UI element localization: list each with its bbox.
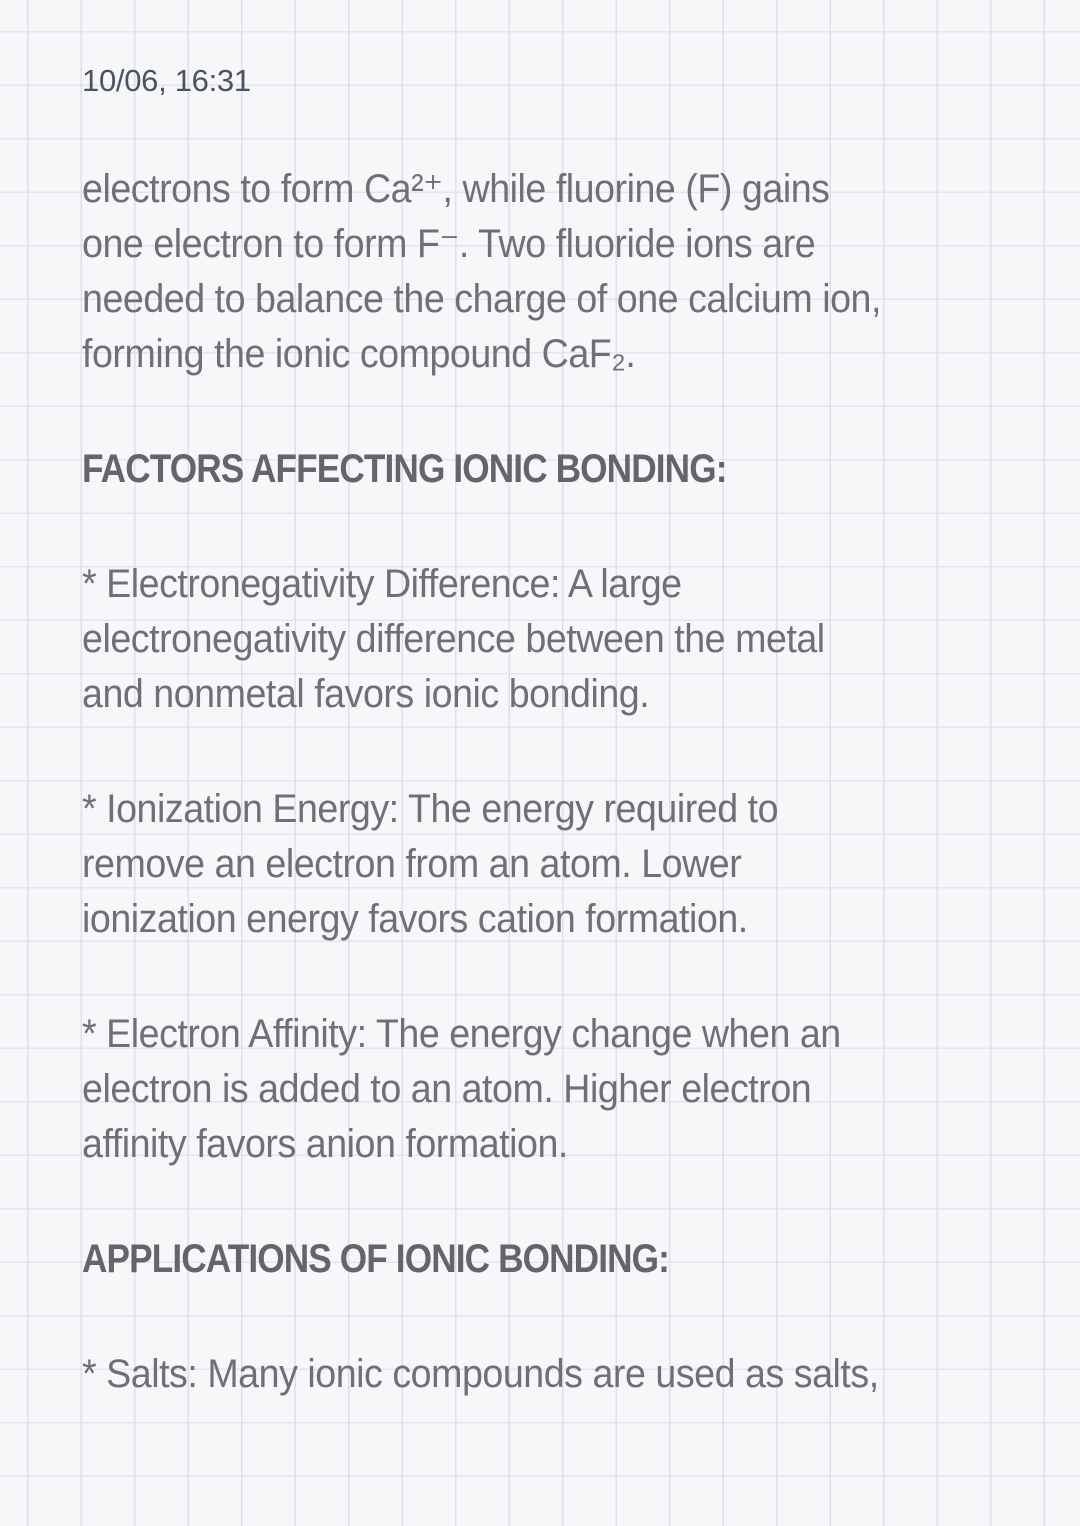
text-line: one electron to form F⁻. Two fluoride ions are xyxy=(82,222,816,266)
note-content xyxy=(82,60,1080,1462)
text-line: ionization energy favors cation formation. xyxy=(82,897,748,941)
text-line: affinity favors anion formation. xyxy=(82,1122,568,1166)
bullet-ionization-energy xyxy=(82,782,1020,947)
text-line: * Electron Affinity: The energy change when an xyxy=(82,1012,841,1056)
text-line: remove an electron from an atom. Lower xyxy=(82,842,742,886)
text-line: * Electronegativity Difference: A large xyxy=(82,562,682,606)
text-line: electron is added to an atom. Higher electron xyxy=(82,1067,812,1111)
text-line: * Salts: Many ionic compounds are used as salts, xyxy=(82,1352,879,1396)
bullet-electronegativity-difference xyxy=(82,557,1020,722)
text-line: forming the ionic compound CaF₂. xyxy=(82,332,636,376)
text-line: and nonmetal favors ionic bonding. xyxy=(82,672,650,716)
text-line: electrons to form Ca²⁺, while fluorine (F) gains xyxy=(82,167,830,211)
text-line: * Ionization Energy: The energy required to xyxy=(82,787,779,831)
text-line: electronegativity difference between the metal xyxy=(82,617,825,661)
bullet-electron-affinity xyxy=(82,1007,1020,1172)
paragraph-calcium-fluoride xyxy=(82,162,1020,382)
section-heading-applications: APPLICATIONS OF IONIC BONDING: xyxy=(82,1237,669,1281)
text-line: needed to balance the charge of one calcium ion, xyxy=(82,277,881,321)
timestamp: 10/06, 16:31 xyxy=(82,63,251,98)
section-heading-factors: FACTORS AFFECTING IONIC BONDING: xyxy=(82,447,727,491)
bullet-salts xyxy=(82,1347,1020,1402)
